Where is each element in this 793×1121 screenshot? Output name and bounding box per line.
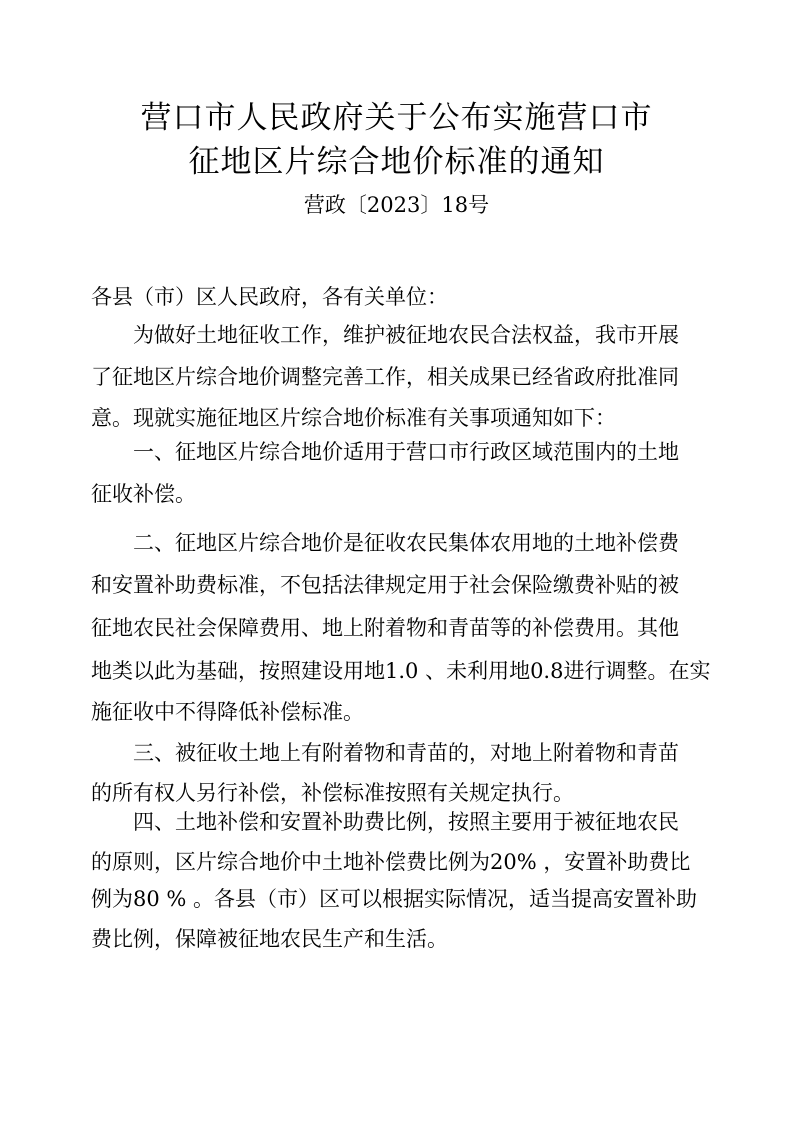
paragraph-line: 征收补偿。 [91, 482, 196, 506]
paragraph-line: 征地农民社会保障费用、地上附着物和青苗等的补偿费用。其他 [91, 616, 679, 640]
document-title-line-2: 征地区片综合地价标准的通知 [188, 144, 605, 180]
salutation: 各县（市）区人民政府，各有关单位： [91, 285, 448, 309]
paragraph-line: 二、征地区片综合地价是征收农民集体农用地的土地补偿费 [91, 531, 679, 555]
paragraph-line: 施征收中不得降低补偿标准。 [91, 700, 364, 724]
paragraph-line: 费比例，保障被征地农民生产和生活。 [91, 927, 448, 951]
paragraph-line: 四、土地补偿和安置补助费比例，按照主要用于被征地农民 [91, 810, 679, 834]
paragraph-line: 地类以此为基础，按照建设用地1.0 、未利用地0.8进行调整。在实 [91, 659, 711, 683]
document-number: 营政〔2023〕18号 [303, 193, 490, 217]
paragraph-line: 意。现就实施征地区片综合地价标准有关事项通知如下： [91, 406, 616, 430]
paragraph-line: 三、被征收土地上有附着物和青苗的，对地上附着物和青苗 [91, 741, 679, 765]
paragraph-line: 例为80 % 。各县（市）区可以根据实际情况，适当提高安置补助 [91, 887, 698, 911]
paragraph-line: 和安置补助费标准，不包括法律规定用于社会保险缴费补贴的被 [91, 573, 679, 597]
paragraph-line: 的所有权人另行补偿，补偿标准按照有关规定执行。 [91, 781, 574, 805]
paragraph-line: 一、征地区片综合地价适用于营口市行政区域范围内的土地 [91, 440, 679, 464]
paragraph-line: 的原则，区片综合地价中土地补偿费比例为20% ，安置补助费比 [91, 850, 691, 874]
paragraph-line: 为做好土地征收工作，维护被征地农民合法权益，我市开展 [91, 323, 679, 347]
document-title-line-1: 营口市人民政府关于公布实施营口市 [140, 100, 653, 136]
paragraph-line: 了征地区片综合地价调整完善工作，相关成果已经省政府批准同 [91, 365, 679, 389]
